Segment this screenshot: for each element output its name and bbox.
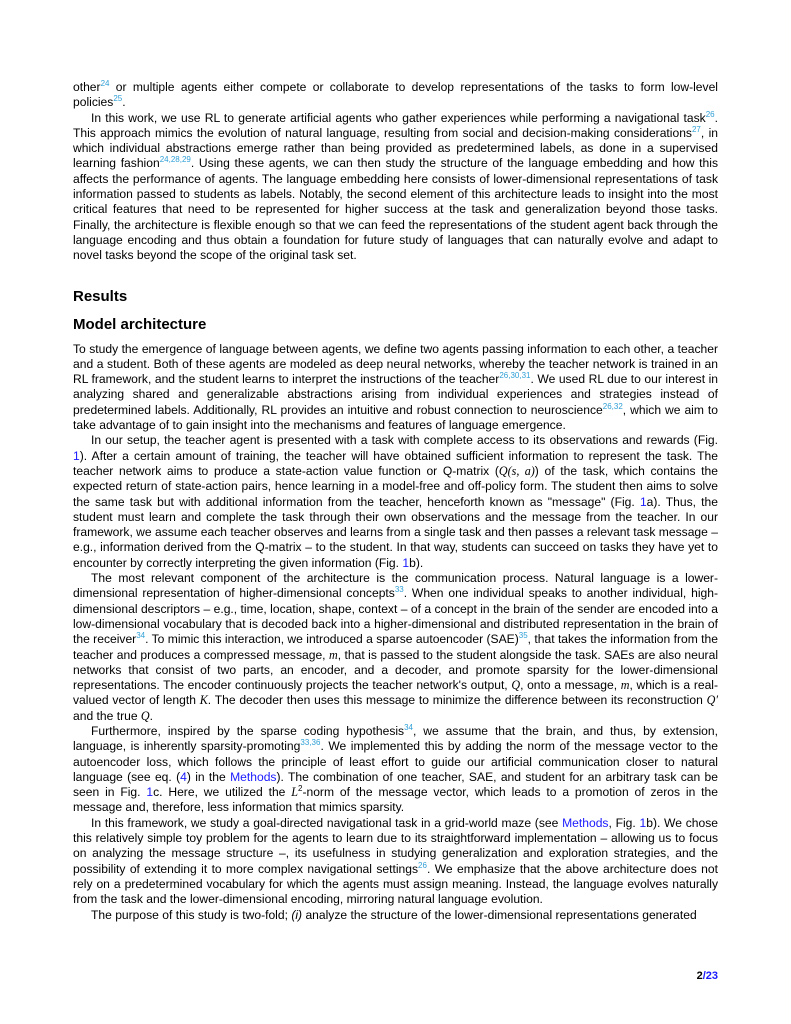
math-symbol: K: [199, 693, 208, 708]
text-run: . When one individual speaks to another individual, high-dimensional descriptors – e.g., time, location, shape, context – of a concept in the brain of the sender are encoded into a low-dimensional vocabulary that is decoded back into a higher-dimensional and distributed representation in the brain of the receiver: [73, 586, 718, 647]
text-run: In this work, we use RL to generate artificial agents who gather experiences while performing a navigational task: [91, 110, 706, 125]
text-run: .: [149, 708, 154, 723]
citation-number[interactable]: 32: [613, 401, 623, 411]
equation-link[interactable]: 4: [180, 769, 187, 784]
section-heading-results: Results: [73, 287, 128, 305]
methods-link[interactable]: Methods: [230, 769, 277, 784]
citation-number[interactable]: 26: [499, 371, 509, 381]
citation[interactable]: [418, 861, 427, 870]
citation-group[interactable]: 24,28,29: [159, 155, 191, 165]
text-run: .: [122, 95, 126, 110]
subsection-heading-model-architecture: Model architecture: [73, 315, 207, 333]
text-run: , which is a real-valued vector of length: [73, 678, 719, 708]
math-symbol: m: [328, 647, 338, 662]
figure-link[interactable]: 1: [73, 448, 80, 463]
text-run: , in which individual abstractions emerge rather than being provided as predetermined labels, as done in a supervised learning fashion: [73, 125, 718, 171]
text-run: . Here, we utilized the: [159, 785, 292, 800]
text-run: ) of the task, which contains the expected return of state-action pairs, hence learning in a model-free and off-policy form. The student then aims to solve the same task but with additional information from the teacher, henceforth known as "message" (Fig.: [73, 463, 718, 509]
citation[interactable]: [113, 94, 122, 103]
text-run: . This approach mimics the evolution of natural language, resulting from social and decision-making considerations: [73, 110, 718, 140]
text-run: Furthermore, inspired by the sparse coding hypothesis: [91, 723, 405, 738]
text-run: , onto a message,: [520, 678, 621, 693]
text-run: , we assume that the brain, and thus, by extension, language, is inherently sparsity-promoting: [73, 723, 718, 754]
citation[interactable]: [395, 585, 404, 594]
citation-number[interactable]: 24: [100, 79, 110, 88]
figure-link[interactable]: 1: [639, 494, 647, 509]
citation-group[interactable]: 26,32: [602, 401, 623, 411]
figure-link[interactable]: 1: [146, 785, 154, 800]
results-paragraph-3: [73, 571, 718, 724]
page-separator: /: [702, 970, 706, 982]
list-marker: (i): [291, 907, 303, 922]
page-body: [73, 80, 718, 923]
citation-number[interactable]: 25: [113, 94, 123, 104]
text-run: , that is passed to the student alongside the task. SAEs are also neural networks that consist of two parts, an encoder, and a decoder, and promote sparsity for the lower-dimensional representations. The encoder continuously projects the teacher network's output,: [73, 647, 719, 693]
citation[interactable]: [706, 110, 715, 119]
figure-panel-label: b: [409, 555, 416, 570]
text-run: ) in the: [186, 769, 231, 784]
results-paragraph-4: [73, 724, 718, 816]
text-run: . The decoder then uses this message to minimize the difference between its reconstruction: [207, 693, 707, 708]
text-run: , which we aim to take advantage of to gain insight into the mechanisms and features of language emergence.: [73, 402, 718, 433]
citation-number[interactable]: 36: [311, 738, 321, 748]
text-run: -norm of the message vector, which leads to a promotion of zeros in the message and, therefore, less information that mimics sparsity.: [73, 785, 718, 815]
citation-number[interactable]: 31: [521, 371, 531, 381]
results-paragraph-2: [73, 433, 718, 571]
citation-number[interactable]: 26: [418, 860, 427, 870]
math-symbol: Q: [511, 678, 521, 693]
text-run: ). The combination of one teacher, SAE, and student for an arbitrary task can be seen in Fig.: [73, 769, 718, 800]
text-run: The most relevant component of the architecture is the communication process. Natural language is a lower-dimensional representation of higher-dimensional concepts: [73, 571, 718, 601]
text-run: . To mimic this interaction, we introduced a sparse autoencoder (SAE): [145, 632, 519, 647]
math-symbol: (s, a): [507, 463, 535, 478]
text-run: ). After a certain amount of training, the teacher will have obtained sufficient information to represent the task. The teacher network aims to produce a state-action value function or Q-matrix (: [73, 448, 718, 478]
citation[interactable]: [519, 631, 528, 640]
intro-paragraph-2: [73, 111, 718, 264]
math-symbol: Q: [498, 463, 508, 478]
math-symbol: Q′: [706, 693, 718, 708]
citation-group[interactable]: 26,30,31: [499, 371, 531, 381]
figure-panel-label: c: [153, 785, 160, 800]
text-run: , Fig.: [608, 815, 640, 830]
text-run: ). We chose this relatively simple toy problem for the agents to learn due to its straightforward implementation – allowing us to focus on analyzing the message structure –, its usefulness in studying generalization and exploration strategies, and the possibility of extending it to more complex navigational settings: [73, 815, 718, 876]
citation-number[interactable]: 26: [602, 401, 612, 411]
text-run: . We used RL due to our interest in analyzing shared and generalizable abstractions arising from individual experiences and strategies instead of predetermined labels. Additionally, RL provides an intuitive and robust connection to neuroscience: [73, 372, 719, 417]
citation-number[interactable]: 33: [394, 585, 404, 595]
citation[interactable]: [692, 125, 701, 134]
text-run: ).: [415, 555, 424, 570]
citation-number[interactable]: 26: [705, 109, 715, 119]
citation-number[interactable]: 24: [159, 155, 169, 165]
citation-number[interactable]: 35: [518, 631, 528, 641]
citation-number[interactable]: 33: [300, 738, 310, 748]
text-run: ). Thus, the student must learn and complete the task through their own observations and the message from the teacher. In our framework, we assume each teacher observes and learns from a single task and then passes a relevant task message – e.g., information derived from the Q-matrix – to the student. In that way, students can succeed on tasks they have yet to encounter by correctly interpreting the given information (Fig.: [73, 494, 718, 570]
citation[interactable]: [136, 631, 145, 640]
text-run: , that takes the information from the teacher and produces a compressed message,: [73, 632, 718, 662]
math-symbol: L: [291, 785, 298, 800]
citation-number[interactable]: 34: [404, 722, 414, 732]
text-run: other: [73, 80, 101, 94]
citation-group[interactable]: 33,36: [300, 738, 321, 748]
text-run: . Using these agents, we can then study the structure of the language embedding and how this affects the performance of agents. The language embedding here consists of lower-dimensional representations of task information passed to students as labels. Notably, the second element of this architecture leads to insight into the most critical features that need to be represented for higher success at the task and generalization beyond those tasks. Finally, the architecture is flexible enough so that we can feed the representations of the student agent back through the language encoding and thus obtain a foundation for future study of languages that can naturally evolve and adapt to novel tasks beyond the scope of the original task set.: [73, 156, 719, 263]
total-pages-link[interactable]: 23: [705, 970, 718, 982]
figure-panel-label: b: [646, 815, 653, 830]
results-paragraph-6: [73, 908, 718, 923]
text-run: In our setup, the teacher agent is presented with a task with complete access to its observations and rewards (Fig.: [91, 433, 718, 448]
figure-panel-label: a: [646, 494, 654, 509]
intro-paragraph-1: [73, 80, 718, 111]
text-run: In this framework, we study a goal-directed navigational task in a grid-world maze (see: [91, 815, 563, 830]
citation[interactable]: [404, 723, 413, 732]
math-symbol: m: [620, 678, 630, 693]
text-run: . We implemented this by adding the norm of the message vector to the autoencoder loss, which follows the principle of least effort to guide our artificial communication closer to natural language (see eq. (: [73, 739, 718, 784]
text-run: . We emphasize that the above architecture does not rely on a predetermined vocabulary for which the agents must assign meaning. Instead, the language evolves naturally from the task and the lower-dimensional encoding, mirroring natural language evolution.: [73, 861, 718, 907]
figure-link[interactable]: 1: [639, 815, 647, 830]
math-superscript: 2: [297, 784, 303, 794]
figure-link[interactable]: 1: [402, 555, 410, 570]
citation-number[interactable]: 30: [510, 371, 520, 381]
citation-number[interactable]: 28: [170, 155, 180, 165]
citation-number[interactable]: 27: [691, 124, 701, 134]
math-symbol: Q: [140, 708, 150, 723]
methods-link[interactable]: Methods: [562, 815, 609, 830]
text-run: or multiple agents either compete or collaborate to develop representations of the tasks to form low-level policies: [73, 80, 718, 110]
citation-number[interactable]: 29: [181, 155, 191, 165]
text-run: To study the emergence of language between agents, we define two agents passing information to each other, a teacher and a student. Both of these agents are modeled as deep neural networks, whereby the teacher network is trained in an RL framework, and the student learns to interpret the instructions of the teacher: [73, 341, 718, 387]
text-run: analyze the structure of the lower-dimensional representations generated: [302, 907, 697, 922]
text-run: and the true: [73, 708, 141, 723]
results-paragraph-5: [73, 816, 718, 908]
citation-number[interactable]: 34: [136, 631, 146, 641]
page-number: [697, 969, 718, 984]
text-run: The purpose of this study is two-fold;: [91, 907, 292, 922]
results-paragraph-1: [73, 342, 718, 434]
current-page: 2: [696, 970, 703, 982]
